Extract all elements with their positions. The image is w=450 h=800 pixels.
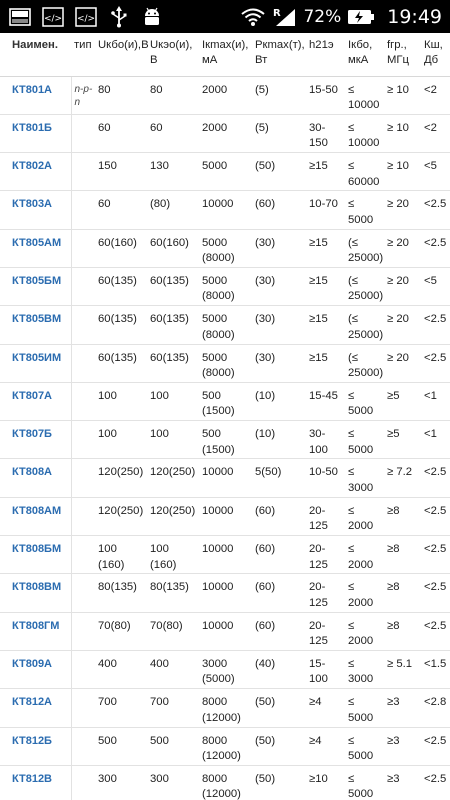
cell-uceo: 100 (147, 382, 199, 420)
cell-ksh: <2.5 (421, 344, 450, 382)
cell-uceo: 60 (147, 114, 199, 152)
cell-name (0, 191, 71, 229)
transistor-link[interactable]: КТ802А (12, 160, 53, 173)
cell-ikmax: 5000 (8000) (199, 229, 252, 267)
cell-ksh: <2 (421, 76, 450, 114)
cell-ikmax: 5000 (8000) (199, 267, 252, 305)
cell-ucbo: 70(80) (95, 612, 147, 650)
cell-ucbo: 80 (95, 76, 147, 114)
cell-uceo: 300 (147, 765, 199, 800)
svg-text:</>: </> (43, 13, 63, 24)
cell-type (71, 765, 95, 800)
cell-ikbo: (≤ 25000) (345, 229, 384, 267)
cell-ksh: <2.5 (421, 727, 450, 765)
table-row (0, 765, 450, 800)
header-ikmax: Iкmax(и), мА (199, 33, 252, 76)
table-row (0, 382, 450, 420)
cell-ucbo: 100 (95, 382, 147, 420)
transistor-link[interactable]: КТ807А (12, 389, 53, 402)
cell-pkmax: (30) (252, 344, 306, 382)
cell-type (71, 497, 95, 535)
transistor-link[interactable]: КТ809А (12, 657, 53, 670)
cell-pkmax: (60) (252, 497, 306, 535)
cell-ucbo: 150 (95, 153, 147, 191)
cell-type (71, 267, 95, 305)
clock-time: 19:49 (387, 5, 442, 28)
cell-pkmax: 5(50) (252, 459, 306, 497)
cell-name (0, 382, 71, 420)
cell-ksh: <2 (421, 114, 450, 152)
cell-pkmax: (60) (252, 612, 306, 650)
header-h21e: h21э (306, 33, 345, 76)
cell-h21e: 10-70 (306, 191, 345, 229)
cell-ucbo: 700 (95, 689, 147, 727)
cell-ksh: <5 (421, 153, 450, 191)
cell-ikbo: ≤ 5000 (345, 421, 384, 459)
cell-name (0, 421, 71, 459)
cell-ucbo: 60 (95, 191, 147, 229)
cell-uceo: 60(160) (147, 229, 199, 267)
transistor-link[interactable]: КТ812Б (12, 734, 52, 747)
cell-h21e: 15-100 (306, 650, 345, 688)
cell-pkmax: (50) (252, 765, 306, 800)
cell-ikmax: 3000 (5000) (199, 650, 252, 688)
gallery-icon (8, 6, 32, 28)
cell-ikmax: 10000 (199, 459, 252, 497)
cell-ikmax: 8000 (12000) (199, 765, 252, 800)
cell-ikbo: ≤ 3000 (345, 459, 384, 497)
cell-name (0, 153, 71, 191)
cell-fgr: ≥ 20 (384, 267, 421, 305)
cell-h21e: ≥15 (306, 306, 345, 344)
cell-ucbo: 100 (95, 421, 147, 459)
cell-uceo: 70(80) (147, 612, 199, 650)
cell-ksh: <2.5 (421, 497, 450, 535)
cell-type (71, 153, 95, 191)
cell-uceo: 500 (147, 727, 199, 765)
code-icon (41, 6, 65, 28)
cell-name (0, 344, 71, 382)
cell-type (71, 612, 95, 650)
system-status (241, 6, 442, 28)
cell-ksh: <2.5 (421, 765, 450, 800)
transistor-link[interactable]: КТ805АМ (12, 236, 62, 249)
header-pkmax: Pкmax(т), Вт (252, 33, 306, 76)
cell-ikmax: 500 (1500) (199, 421, 252, 459)
cell-uceo: (80) (147, 191, 199, 229)
cell-type (71, 114, 95, 152)
cell-ikbo: ≤ 2000 (345, 574, 384, 612)
cell-ikbo: ≤ 5000 (345, 765, 384, 800)
cell-ksh: <2.5 (421, 229, 450, 267)
cell-pkmax: (10) (252, 382, 306, 420)
cell-ksh: <2.5 (421, 459, 450, 497)
cell-name (0, 689, 71, 727)
cell-ksh: <2.5 (421, 574, 450, 612)
cell-h21e: 15-45 (306, 382, 345, 420)
table-row (0, 229, 450, 267)
transistor-link[interactable]: КТ808ГМ (12, 619, 60, 632)
android-debug-icon (140, 6, 164, 28)
cell-ikbo: ≤ 5000 (345, 382, 384, 420)
table-row (0, 267, 450, 305)
table-row (0, 727, 450, 765)
table-row (0, 574, 450, 612)
transistor-link[interactable]: КТ808АМ (12, 504, 62, 517)
cell-h21e: 20-125 (306, 574, 345, 612)
cell-name (0, 612, 71, 650)
header-fgr: fгр., МГц (384, 33, 421, 76)
table-row (0, 344, 450, 382)
cell-ikmax: 10000 (199, 497, 252, 535)
transistor-link[interactable]: КТ808БМ (12, 543, 62, 556)
cell-type (71, 459, 95, 497)
transistor-link[interactable]: КТ803А (12, 198, 53, 211)
cell-ksh: <2.5 (421, 306, 450, 344)
cell-pkmax: (30) (252, 306, 306, 344)
cell-ikmax: 2000 (199, 114, 252, 152)
cell-ucbo: 80(135) (95, 574, 147, 612)
cell-pkmax: (5) (252, 114, 306, 152)
table-row (0, 421, 450, 459)
table-row (0, 650, 450, 688)
code-icon (74, 6, 98, 28)
cell-ikbo: ≤ 5000 (345, 689, 384, 727)
cell-pkmax: (60) (252, 574, 306, 612)
transistor-link[interactable]: КТ807Б (12, 428, 52, 441)
cell-uceo: 700 (147, 689, 199, 727)
transistor-table-container[interactable] (0, 33, 450, 800)
cell-h21e: 30-100 (306, 421, 345, 459)
cell-fgr: ≥ 20 (384, 306, 421, 344)
cell-type (71, 191, 95, 229)
cell-ikbo: ≤ 3000 (345, 650, 384, 688)
cell-ikmax: 10000 (199, 191, 252, 229)
cell-fgr: ≥3 (384, 765, 421, 800)
header-ikbo: Iкбо, мкА (345, 33, 384, 76)
cell-h21e: ≥4 (306, 727, 345, 765)
cell-name (0, 306, 71, 344)
transistor-link[interactable]: КТ812А (12, 696, 53, 709)
cell-fgr: ≥3 (384, 689, 421, 727)
cell-pkmax: (30) (252, 267, 306, 305)
cell-ikbo: ≤ 60000 (345, 153, 384, 191)
table-row (0, 76, 450, 114)
cell-uceo: 80 (147, 76, 199, 114)
transistor-link[interactable]: КТ805ВМ (12, 313, 62, 326)
table-row (0, 497, 450, 535)
cell-ikbo: (≤ 25000) (345, 306, 384, 344)
cell-fgr: ≥ 7.2 (384, 459, 421, 497)
cell-pkmax: (40) (252, 650, 306, 688)
cell-ikbo: ≤ 10000 (345, 114, 384, 152)
cell-ikbo: ≤ 2000 (345, 497, 384, 535)
cell-ikmax: 8000 (12000) (199, 689, 252, 727)
battery-percent: 72% (303, 6, 342, 27)
cell-ikbo: ≤ 2000 (345, 612, 384, 650)
transistor-link[interactable]: КТ808А (12, 466, 53, 479)
table-row (0, 459, 450, 497)
table-header-row (0, 33, 450, 76)
cell-fgr: ≥8 (384, 536, 421, 574)
wifi-icon (241, 6, 265, 28)
cell-name (0, 459, 71, 497)
cell-name (0, 267, 71, 305)
cell-type (71, 421, 95, 459)
cell-type (71, 306, 95, 344)
cell-ksh: <5 (421, 267, 450, 305)
cell-ksh: <2.5 (421, 612, 450, 650)
cell-uceo: 60(135) (147, 267, 199, 305)
cell-ikbo: ≤ 5000 (345, 191, 384, 229)
cell-ikmax: 10000 (199, 536, 252, 574)
cell-uceo: 80(135) (147, 574, 199, 612)
cell-ikbo: ≤ 5000 (345, 727, 384, 765)
cell-h21e: 15-50 (306, 76, 345, 114)
cell-name (0, 114, 71, 152)
cell-ksh: <1 (421, 421, 450, 459)
cell-ksh: <1.5 (421, 650, 450, 688)
table-row (0, 114, 450, 152)
cell-ucbo: 400 (95, 650, 147, 688)
header-name: Наимен. (0, 33, 71, 76)
header-ucbo: Uкбо(и),В (95, 33, 147, 76)
transistor-link[interactable]: КТ801А (12, 83, 53, 96)
signal-icon (271, 6, 297, 28)
header-ksh: Кш, Дб (421, 33, 450, 76)
cell-name (0, 536, 71, 574)
cell-ucbo: 500 (95, 727, 147, 765)
cell-fgr: ≥ 20 (384, 344, 421, 382)
cell-type (71, 382, 95, 420)
cell-fgr: ≥ 10 (384, 153, 421, 191)
cell-ucbo: 300 (95, 765, 147, 800)
cell-h21e: 20-125 (306, 536, 345, 574)
cell-ksh: <2.8 (421, 689, 450, 727)
cell-ucbo: 100 (160) (95, 536, 147, 574)
cell-ikmax: 5000 (8000) (199, 344, 252, 382)
cell-ikbo: ≤ 2000 (345, 536, 384, 574)
cell-fgr: ≥ 20 (384, 191, 421, 229)
cell-pkmax: (30) (252, 229, 306, 267)
cell-uceo: 60(135) (147, 306, 199, 344)
header-type: тип (71, 33, 95, 76)
svg-text:</>: </> (76, 13, 96, 24)
cell-uceo: 100 (160) (147, 536, 199, 574)
cell-name (0, 650, 71, 688)
cell-pkmax: (5) (252, 76, 306, 114)
table-body (0, 76, 450, 800)
table-row (0, 689, 450, 727)
cell-type (71, 689, 95, 727)
cell-name (0, 229, 71, 267)
cell-pkmax: (60) (252, 536, 306, 574)
cell-uceo: 120(250) (147, 497, 199, 535)
cell-ikmax: 5000 (199, 153, 252, 191)
cell-uceo: 60(135) (147, 344, 199, 382)
cell-ikmax: 500 (1500) (199, 382, 252, 420)
cell-uceo: 130 (147, 153, 199, 191)
cell-ikbo: ≤ 10000 (345, 76, 384, 114)
cell-fgr: ≥ 10 (384, 114, 421, 152)
cell-fgr: ≥5 (384, 382, 421, 420)
cell-pkmax: (50) (252, 689, 306, 727)
cell-h21e: ≥4 (306, 689, 345, 727)
cell-type: n-p-n (71, 76, 95, 114)
cell-ikmax: 2000 (199, 76, 252, 114)
cell-type (71, 574, 95, 612)
cell-ucbo: 60(160) (95, 229, 147, 267)
cell-type (71, 229, 95, 267)
cell-name (0, 765, 71, 800)
cell-type (71, 536, 95, 574)
cell-h21e: 10-50 (306, 459, 345, 497)
notification-icons (8, 6, 164, 28)
cell-pkmax: (50) (252, 727, 306, 765)
battery-charging-icon (347, 6, 375, 28)
cell-h21e: ≥15 (306, 267, 345, 305)
cell-pkmax: (50) (252, 153, 306, 191)
cell-type (71, 344, 95, 382)
cell-ucbo: 60 (95, 114, 147, 152)
cell-ikmax: 8000 (12000) (199, 727, 252, 765)
cell-h21e: ≥15 (306, 344, 345, 382)
cell-h21e: 30-150 (306, 114, 345, 152)
table-row (0, 612, 450, 650)
cell-fgr: ≥8 (384, 612, 421, 650)
cell-type (71, 650, 95, 688)
cell-ucbo: 60(135) (95, 306, 147, 344)
cell-pkmax: (60) (252, 191, 306, 229)
header-uceo: Uкэо(и), В (147, 33, 199, 76)
cell-fgr: ≥5 (384, 421, 421, 459)
cell-fgr: ≥3 (384, 727, 421, 765)
cell-ucbo: 120(250) (95, 497, 147, 535)
cell-ikbo: (≤ 25000) (345, 267, 384, 305)
cell-ikbo: (≤ 25000) (345, 344, 384, 382)
transistor-link[interactable]: КТ805ИМ (12, 351, 62, 364)
cell-name (0, 574, 71, 612)
cell-ikmax: 10000 (199, 574, 252, 612)
cell-h21e: 20-125 (306, 612, 345, 650)
table-row (0, 191, 450, 229)
usb-icon (107, 6, 131, 28)
cell-ikmax: 10000 (199, 612, 252, 650)
cell-name (0, 76, 71, 114)
cell-ikmax: 5000 (8000) (199, 306, 252, 344)
cell-fgr: ≥ 20 (384, 229, 421, 267)
cell-fgr: ≥8 (384, 574, 421, 612)
cell-ksh: <2.5 (421, 536, 450, 574)
table-row (0, 153, 450, 191)
transistor-link[interactable]: КТ808ВМ (12, 581, 62, 594)
cell-ksh: <2.5 (421, 191, 450, 229)
roaming-indicator: R (273, 7, 282, 19)
cell-pkmax: (10) (252, 421, 306, 459)
cell-name (0, 497, 71, 535)
cell-fgr: ≥ 10 (384, 76, 421, 114)
transistor-table (0, 33, 450, 800)
cell-name (0, 727, 71, 765)
cell-fgr: ≥ 5.1 (384, 650, 421, 688)
cell-uceo: 400 (147, 650, 199, 688)
cell-uceo: 120(250) (147, 459, 199, 497)
cell-type (71, 727, 95, 765)
transistor-link[interactable]: КТ812В (12, 772, 53, 785)
cell-ucbo: 60(135) (95, 267, 147, 305)
transistor-link[interactable]: КТ801Б (12, 121, 52, 134)
cell-h21e: ≥15 (306, 153, 345, 191)
cell-h21e: ≥10 (306, 765, 345, 800)
cell-uceo: 100 (147, 421, 199, 459)
cell-ksh: <1 (421, 382, 450, 420)
transistor-link[interactable]: КТ805БМ (12, 274, 62, 287)
table-row (0, 306, 450, 344)
cell-fgr: ≥8 (384, 497, 421, 535)
status-bar (0, 0, 450, 33)
cell-h21e: 20-125 (306, 497, 345, 535)
cell-h21e: ≥15 (306, 229, 345, 267)
cell-ucbo: 60(135) (95, 344, 147, 382)
table-row (0, 536, 450, 574)
cell-ucbo: 120(250) (95, 459, 147, 497)
